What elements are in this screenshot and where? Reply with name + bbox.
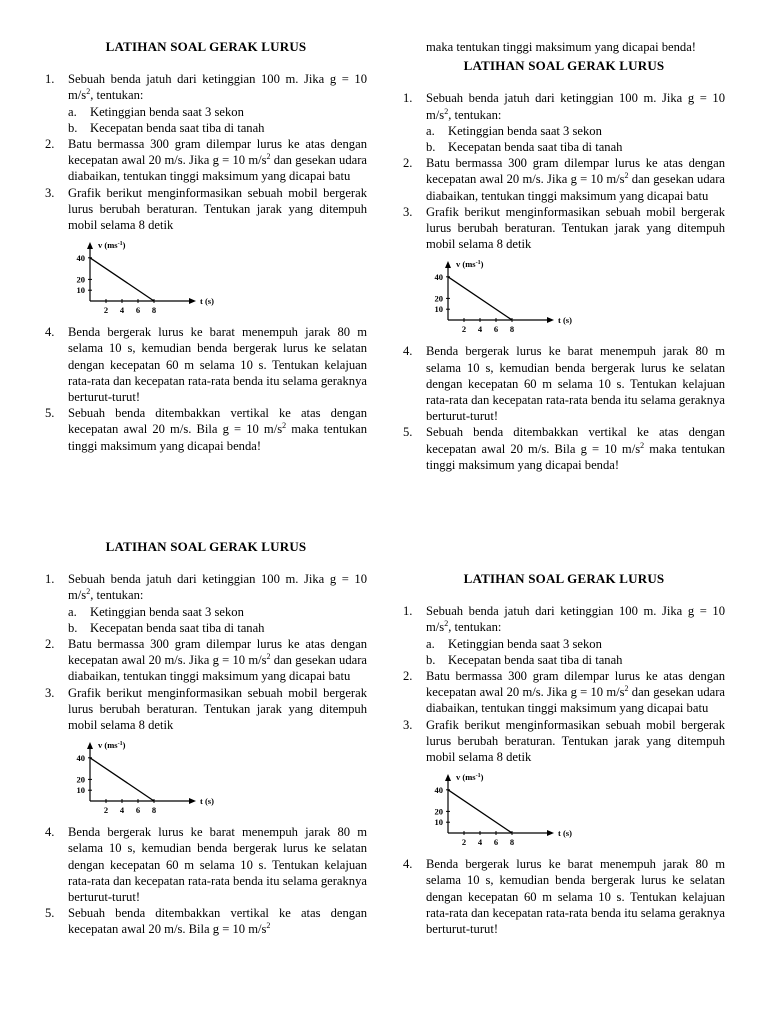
question-text: Sebuah benda jatuh dari ketinggian 100 m. Jika g = 10 $m/s^2$, tentukan: — [68, 572, 367, 603]
velocity-line — [90, 758, 154, 801]
superscript-2: 2 — [640, 440, 645, 450]
x-axis-label: t (s) — [200, 296, 214, 307]
question-number: 3. — [45, 685, 55, 700]
question-2 — [403, 668, 725, 717]
x-axis-arrow — [189, 798, 196, 804]
question-1 — [45, 571, 367, 636]
question-number: 1. — [45, 572, 55, 587]
worksheet-title: LATIHAN SOAL GERAK LURUS — [105, 39, 307, 54]
question-2 — [45, 136, 367, 185]
question-text: Batu bermassa 300 gram dilempar lurus ke atas dengan kecepatan awal 20 m/s. Jika g = 10 $m/s^2$ dan gesekan udara diabaikan, tentukan tinggi maksimum yang dicapai batu — [426, 156, 725, 203]
y-tick-label: 10 — [76, 785, 85, 796]
y-tick-label: 10 — [434, 817, 443, 828]
superscript-2: 2 — [624, 171, 629, 181]
x-tick-label: 6 — [493, 837, 499, 848]
x-tick-label: 6 — [135, 805, 141, 816]
x-tick-label: 2 — [461, 324, 467, 335]
question-number: 3. — [403, 204, 413, 219]
sub-question-text: Kecepatan benda saat tiba di tanah — [90, 620, 265, 635]
continued-text: maka tentukan tinggi maksimum yang dicapai benda! — [426, 40, 696, 54]
sub-question-letter: b. — [426, 652, 436, 667]
velocity-time-graph — [64, 239, 234, 321]
superscript-2: 2 — [444, 619, 449, 629]
question-3 — [45, 685, 367, 734]
question-1 — [45, 71, 367, 136]
x-tick-label: 8 — [151, 305, 157, 316]
question-5 — [45, 905, 367, 937]
question-text: Benda bergerak lurus ke barat menempuh jarak 80 m selama 10 s, kemudian benda bergerak lurus ke selatan dengan kecepatan 60 m selama 10 s. Tentukan kelajuan rata-rata dan kecepatan rata-rata benda itu selama geraknya berturut-turut! — [68, 325, 367, 405]
sub-question — [68, 604, 367, 620]
y-tick-label: 10 — [434, 304, 443, 315]
y-axis-label: v $(ms^{-1})$ — [98, 740, 126, 751]
x-axis-label: t (s) — [558, 315, 572, 326]
velocity-time-graph — [422, 771, 592, 853]
question-text: Benda bergerak lurus ke barat menempuh jarak 80 m selama 10 s, kemudian benda bergerak lurus ke selatan dengan kecepatan 60 m selama 10 s. Tentukan kelajuan rata-rata dan kecepatan rata-rata benda itu selama geraknya berturut-turut! — [426, 344, 725, 424]
question-number: 2. — [403, 669, 413, 684]
question-3 — [45, 185, 367, 234]
question-1 — [403, 603, 725, 668]
velocity-line — [448, 277, 512, 320]
question-text: Batu bermassa 300 gram dilempar lurus ke atas dengan kecepatan awal 20 m/s. Jika g = 10 $m/s^2$ dan gesekan udara diabaikan, tentukan tinggi maksimum yang dicapai batu — [426, 669, 725, 716]
question-number: 1. — [45, 72, 55, 87]
superscript-2: 2 — [266, 152, 271, 162]
sub-question — [426, 139, 725, 155]
y-axis-label: v $(ms^{-1})$ — [456, 259, 484, 270]
x-tick-label: 6 — [135, 305, 141, 316]
y-axis-label: v $(ms^{-1})$ — [98, 240, 126, 251]
x-tick-label: 4 — [119, 305, 125, 316]
question-number: 2. — [403, 156, 413, 171]
question-text: Sebuah benda jatuh dari ketinggian 100 m. Jika g = 10 $m/s^2$, tentukan: — [426, 91, 725, 122]
superscript-2: 2 — [624, 684, 629, 694]
question-5 — [45, 405, 367, 454]
y-tick-label: 20 — [76, 774, 85, 785]
superscript-2: 2 — [86, 87, 91, 97]
question-number: 3. — [45, 185, 55, 200]
worksheet-top-right — [403, 39, 725, 473]
question-text: Sebuah benda jatuh dari ketinggian 100 m. Jika g = 10 $m/s^2$, tentukan: — [68, 72, 367, 103]
x-tick-label: 2 — [103, 305, 109, 316]
y-axis-arrow — [445, 261, 451, 268]
x-tick-label: 8 — [509, 324, 515, 335]
question-text: Grafik berikut menginformasikan sebuah mobil bergerak lurus berubah beraturan. Tentukan jarak yang ditempuh mobil selama 8 detik — [426, 717, 725, 765]
y-tick-label: 40 — [434, 785, 443, 796]
y-tick-label: 20 — [76, 274, 85, 285]
question-number: 5. — [45, 906, 55, 921]
question-4 — [45, 824, 367, 905]
question-number: 3. — [403, 717, 413, 732]
x-axis-arrow — [189, 298, 196, 304]
sub-question-text: Ketinggian benda saat 3 sekon — [448, 123, 602, 138]
question-text: Batu bermassa 300 gram dilempar lurus ke atas dengan kecepatan awal 20 m/s. Jika g = 10 $m/s^2$ dan gesekan udara diabaikan, tentukan tinggi maksimum yang dicapai batu — [68, 137, 367, 184]
question-5 — [403, 424, 725, 473]
superscript-2: 2 — [444, 106, 449, 116]
question-number: 1. — [403, 604, 413, 619]
question-2 — [403, 155, 725, 204]
sub-question-letter: a. — [426, 636, 435, 651]
question-4 — [403, 856, 725, 937]
question-4 — [45, 324, 367, 405]
question-number: 2. — [45, 137, 55, 152]
sub-question — [426, 123, 725, 139]
x-tick-label: 6 — [493, 324, 499, 335]
sub-question — [68, 620, 367, 636]
y-tick-label: 20 — [434, 806, 443, 817]
y-tick-label: 20 — [434, 293, 443, 304]
sub-question-text: Kecepatan benda saat tiba di tanah — [448, 140, 623, 155]
x-tick-label: 2 — [461, 837, 467, 848]
velocity-time-graph — [64, 739, 234, 821]
question-number: 5. — [403, 425, 413, 440]
y-tick-label: 40 — [76, 253, 85, 264]
worksheet-top-left — [45, 39, 367, 454]
x-tick-label: 8 — [509, 837, 515, 848]
y-tick-label: 40 — [434, 272, 443, 283]
sub-question-letter: a. — [68, 104, 77, 119]
superscript-2: 2 — [266, 921, 271, 931]
sub-question-letter: b. — [68, 120, 78, 135]
x-axis-arrow — [547, 317, 554, 323]
sub-question — [426, 636, 725, 652]
y-axis-arrow — [87, 242, 93, 249]
velocity-line — [90, 258, 154, 301]
sub-question — [68, 104, 367, 120]
worksheet-bottom-right — [403, 571, 725, 937]
question-number: 2. — [45, 637, 55, 652]
question-text: Batu bermassa 300 gram dilempar lurus ke atas dengan kecepatan awal 20 m/s. Jika g = 10 $m/s^2$ dan gesekan udara diabaikan, tentukan tinggi maksimum yang dicapai batu — [68, 637, 367, 684]
worksheet-title: LATIHAN SOAL GERAK LURUS — [105, 539, 307, 554]
question-2 — [45, 636, 367, 685]
x-tick-label: 4 — [477, 837, 483, 848]
question-text: Sebuah benda ditembakkan vertikal ke atas dengan kecepatan awal 20 m/s. Bila g = 10 $m/s^2$ maka tentukan tinggi maksimum yang dicapai benda! — [426, 425, 726, 472]
sub-question — [68, 120, 367, 136]
question-text: Sebuah benda jatuh dari ketinggian 100 m. Jika g = 10 $m/s^2$, tentukan: — [426, 604, 725, 635]
superscript-2: 2 — [282, 421, 287, 431]
question-text: Grafik berikut menginformasikan sebuah mobil bergerak lurus berubah beraturan. Tentukan jarak yang ditempuh mobil selama 8 detik — [68, 685, 367, 733]
x-axis-label: t (s) — [558, 828, 572, 839]
question-3 — [403, 204, 725, 253]
y-axis-arrow — [87, 742, 93, 749]
velocity-line — [448, 790, 512, 833]
sub-question-text: Ketinggian benda saat 3 sekon — [90, 604, 244, 619]
question-text: Benda bergerak lurus ke barat menempuh jarak 80 m selama 10 s, kemudian benda bergerak lurus ke selatan dengan kecepatan 60 m selama 10 s. Tentukan kelajuan rata-rata dan kecepatan rata-rata benda itu selama geraknya berturut-turut! — [68, 825, 367, 905]
sub-question-text: Kecepatan benda saat tiba di tanah — [90, 120, 265, 135]
y-tick-label: 40 — [76, 753, 85, 764]
question-number: 4. — [45, 325, 55, 340]
x-tick-label: 2 — [103, 805, 109, 816]
question-text: Benda bergerak lurus ke barat menempuh jarak 80 m selama 10 s, kemudian benda bergerak lurus ke selatan dengan kecepatan 60 m selama 10 s. Tentukan kelajuan rata-rata dan kecepatan rata-rata benda itu selama geraknya berturut-turut! — [426, 857, 725, 937]
question-number: 1. — [403, 91, 413, 106]
y-tick-label: 10 — [76, 285, 85, 296]
velocity-time-graph — [422, 258, 592, 340]
superscript-2: 2 — [86, 587, 91, 597]
sub-question-text: Kecepatan benda saat tiba di tanah — [448, 652, 623, 667]
y-axis-arrow — [445, 774, 451, 781]
question-text: Sebuah benda ditembakkan vertikal ke atas dengan kecepatan awal 20 m/s. Bila g = 10 $m/s^2$ — [68, 906, 367, 937]
question-text: Grafik berikut menginformasikan sebuah mobil bergerak lurus berubah beraturan. Tentukan jarak yang ditempuh mobil selama 8 detik — [68, 185, 367, 233]
sub-question — [426, 652, 725, 668]
y-axis-label: v $(ms^{-1})$ — [456, 772, 484, 783]
x-tick-label: 8 — [151, 805, 157, 816]
x-tick-label: 4 — [119, 805, 125, 816]
superscript-2: 2 — [266, 652, 271, 662]
question-1 — [403, 90, 725, 155]
question-number: 4. — [45, 825, 55, 840]
sub-question-text: Ketinggian benda saat 3 sekon — [448, 636, 602, 651]
question-number: 5. — [45, 406, 55, 421]
x-axis-arrow — [547, 830, 554, 836]
worksheet-title: LATIHAN SOAL GERAK LURUS — [463, 58, 665, 74]
x-tick-label: 4 — [477, 324, 483, 335]
question-number: 4. — [403, 344, 413, 359]
question-3 — [403, 717, 725, 766]
sub-question-text: Ketinggian benda saat 3 sekon — [90, 104, 244, 119]
worksheet-bottom-left — [45, 539, 367, 938]
sub-question-letter: a. — [426, 123, 435, 138]
question-number: 4. — [403, 857, 413, 872]
sub-question-letter: b. — [426, 140, 436, 155]
question-4 — [403, 343, 725, 424]
question-text: Sebuah benda ditembakkan vertikal ke atas dengan kecepatan awal 20 m/s. Bila g = 10 $m/s^2$ maka tentukan tinggi maksimum yang dicapai benda! — [68, 406, 368, 453]
question-text: Grafik berikut menginformasikan sebuah mobil bergerak lurus berubah beraturan. Tentukan jarak yang ditempuh mobil selama 8 detik — [426, 204, 725, 252]
x-axis-label: t (s) — [200, 796, 214, 807]
sub-question-letter: b. — [68, 620, 78, 635]
sub-question-letter: a. — [68, 604, 77, 619]
worksheet-title: LATIHAN SOAL GERAK LURUS — [463, 571, 665, 586]
